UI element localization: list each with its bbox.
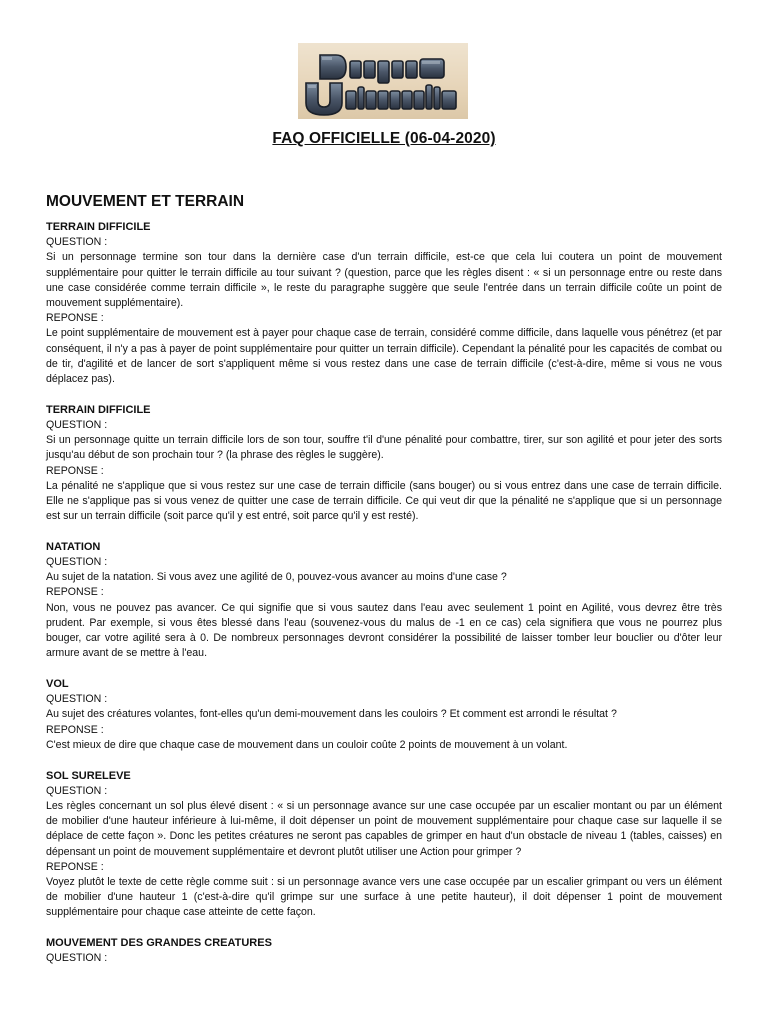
faq-entry xyxy=(46,677,722,753)
answer-text: Le point supplémentaire de mouvement est à payer pour chaque case de terrain, considéré comme difficile, dans laquelle vous pénétrez (et par conséquent, il n'y a pas à payer de point supplémentaire pour quitter un terrain difficile). Cependant la pénalité pour les capacités de combat ou de tir, d'agilité et de lancer de sort s'appliquent même si vous restez dans une case de terrain difficile (c'est-à-dire, même si vous ne vous déplacez pas). xyxy=(46,327,722,386)
faq-entry xyxy=(46,220,722,387)
answer-label: REPONSE : xyxy=(46,464,104,477)
question-label: QUESTION : xyxy=(46,418,108,431)
answer-text: Voyez plutôt le texte de cette règle comme suit : si un personnage avance vers une case occupée par un escalier grimpant ou vers un élément de mobilier d'une hauteur 1 (c'est-à-dire qu'il grimpe sur une surface à une petite hauteur), il doit dépenser 1 point de mouvement supplémentaire pour chaque case atteinte de cette façon. xyxy=(46,875,722,919)
question-label: QUESTION : xyxy=(46,693,108,706)
question-label: QUESTION : xyxy=(46,784,108,797)
entry-heading: NATATION xyxy=(46,540,101,553)
chapter-title: MOUVEMENT ET TERRAIN xyxy=(46,193,245,210)
faq-entry xyxy=(46,403,722,525)
question-text: Au sujet de la natation. Si vous avez une agilité de 0, pouvez-vous avancer au moins d'une case ? xyxy=(46,571,507,584)
faq-title: FAQ OFFICIELLE (06-04-2020) xyxy=(272,130,496,147)
entry-heading: TERRAIN DIFFICILE xyxy=(46,221,151,233)
entry-heading: MOUVEMENT DES GRANDES CREATURES xyxy=(46,937,272,950)
entry-heading: VOL xyxy=(46,677,69,690)
answer-label: REPONSE : xyxy=(46,723,104,736)
entry-heading: TERRAIN DIFFICILE xyxy=(46,403,151,416)
question-text: Les règles concernant un sol plus élevé disent : « si un personnage avance sur une case occupée par un escalier montant ou par un élément de mobilier d'une hauteur inférieure à lui-même, il doit dépenser un point de mouvement supplémentaire pour chaque case sur laquelle il se déplace de cette façon ». Donc les petites créatures ne seront pas capables de grimper en haut d'un obstacle de niveau 1 (tables, caisses) en dépensant un point de mouvement supplémentaire et devront plutôt utiliser une Action pour grimper ? xyxy=(46,799,722,858)
question-text: Au sujet des créatures volantes, font-elles qu'un demi-mouvement dans les couloirs ? Et comment est arrondi le résultat ? xyxy=(46,708,617,721)
answer-text: La pénalité ne s'applique que si vous restez sur une case de terrain difficile (sans bouger) ou si vous entrez dans une case de terrain difficile. Elle ne s'applique pas si vous venez de quitter une case de terrain difficile. Ce qui veut dir que la pénalité ne s'applique que si un personnage est sur un terrain difficile (soit parce qu'il y est entré, soit parce qu'il y est resté). xyxy=(46,479,722,523)
faq-entry xyxy=(46,769,722,921)
question-text: Si un personnage termine son tour dans la dernière case d'un terrain difficile, est-ce que cela lui coutera un point de mouvement supplémentaire pour quitter le terrain difficile au tour suivant ? (question, parce que les règles disent : « si un personnage entre ou reste dans une case considérée comme terrain difficile », le reste du paragraphe suggère que seule l'entrée dans un terrain difficile coûte un point de mouvement supplémentaire). xyxy=(46,251,722,310)
logo-artwork xyxy=(298,43,468,119)
faq-entry xyxy=(46,540,722,662)
answer-label: REPONSE : xyxy=(46,312,104,325)
faq-content xyxy=(46,192,722,982)
answer-label: REPONSE : xyxy=(46,586,104,599)
faq-entry xyxy=(46,936,722,966)
question-label: QUESTION : xyxy=(46,952,108,965)
question-label: QUESTION : xyxy=(46,556,108,569)
question-text: Si un personnage quitte un terrain difficile lors de son tour, souffre t'il d'une pénalité pour combattre, tirer, sur son agilité et pour jeter des sorts jusqu'au début de son prochain tour ? (la phrase des règles le suggère). xyxy=(46,434,722,462)
dungeon-universalis-logo xyxy=(298,43,468,119)
question-label: QUESTION : xyxy=(46,236,108,249)
answer-text: Non, vous ne pouvez pas avancer. Ce qui signifie que si vous sautez dans l'eau avec seulement 1 point en Agilité, vous devrez être très prudent. Par exemple, si vous êtes blessé dans l'eau (souvenez-vous du malus de -1 en ce cas) cela signifiera que vous ne pourrez plus bouger, car votre agilité sera à 0. De nombreux personnages devront considérer la possibilité de laisser tomber leur bouclier ou d'ôter leur armure avant de se mettre à l'eau. xyxy=(46,601,722,660)
answer-label: REPONSE : xyxy=(46,860,104,873)
answer-text: C'est mieux de dire que chaque case de mouvement dans un couloir coûte 2 points de mouvement à un volant. xyxy=(46,738,568,751)
entry-heading: SOL SURELEVE xyxy=(46,769,131,782)
